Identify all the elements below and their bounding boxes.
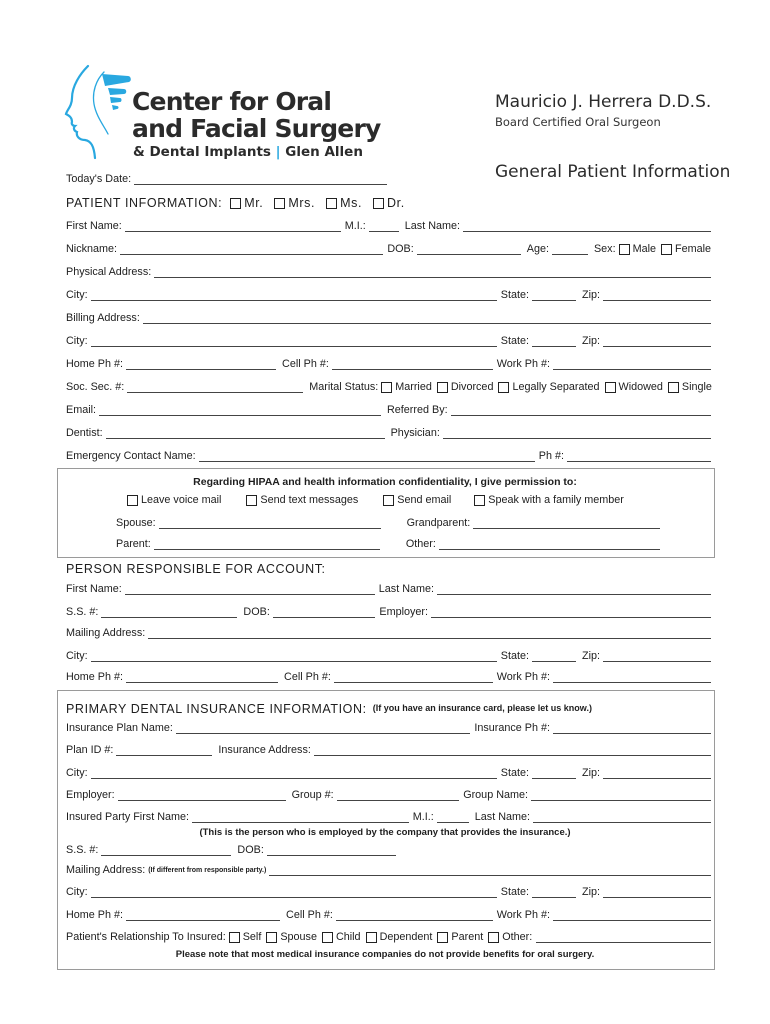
insured-ss-field[interactable] — [101, 844, 231, 856]
responsible-city-row — [66, 650, 711, 663]
insured-city-label: City: — [66, 886, 88, 898]
logo-line-2: and Facial Surgery — [132, 114, 381, 143]
cell-ph-field[interactable] — [332, 358, 493, 370]
married-label: Married — [395, 381, 432, 393]
checkbox[interactable] — [326, 198, 337, 209]
plan-name-label: Insurance Plan Name: — [66, 722, 173, 734]
hipaa-send-email[interactable] — [378, 494, 451, 507]
resp-work-ph-label: Work Ph #: — [496, 671, 550, 683]
ins-city-field[interactable] — [91, 767, 497, 779]
insured-city-field[interactable] — [91, 886, 497, 898]
nickname-field[interactable] — [120, 243, 383, 255]
physician-label: Physician: — [390, 427, 440, 439]
emergency-row — [66, 450, 711, 463]
insured-state-label: State: — [500, 886, 529, 898]
dentist-label: Dentist: — [66, 427, 103, 439]
state-label: State: — [500, 289, 529, 301]
first-name-field[interactable] — [125, 220, 341, 232]
title-ms[interactable] — [321, 197, 362, 210]
rel-other[interactable] — [483, 931, 532, 944]
referred-by-field[interactable] — [451, 404, 711, 416]
logo-subtitle-implants: & Dental Implants — [133, 144, 271, 160]
billing-state-field[interactable] — [532, 335, 576, 347]
insured-mi-field[interactable] — [437, 811, 469, 823]
insurance-ph-label: Insurance Ph #: — [474, 722, 550, 734]
rel-child-label: Child — [335, 931, 361, 943]
checkbox[interactable] — [605, 382, 616, 393]
grandparent-label: Grandparent: — [406, 517, 471, 529]
insurance-address-field[interactable] — [314, 744, 711, 756]
last-name-label: Last Name: — [404, 220, 460, 232]
resp-zip-field[interactable] — [603, 650, 711, 662]
emergency-contact-label: Emergency Contact Name: — [66, 450, 196, 462]
insured-cell-ph-field[interactable] — [336, 909, 493, 921]
checkbox[interactable] — [619, 244, 630, 255]
insurance-heading: PRIMARY DENTAL INSURANCE INFORMATION: — [66, 702, 367, 716]
hipaa-text-messages[interactable] — [241, 494, 358, 507]
relationship-row — [66, 931, 711, 944]
checkbox[interactable] — [437, 382, 448, 393]
insured-dob-label: DOB: — [237, 844, 264, 856]
text-messages-label: Send text messages — [260, 494, 359, 506]
responsible-name-row — [66, 583, 711, 596]
ins-employer-field[interactable] — [118, 789, 286, 801]
checkbox[interactable] — [322, 932, 333, 943]
insured-dob-field[interactable] — [267, 844, 396, 856]
title-dr[interactable] — [368, 197, 405, 210]
rel-child[interactable] — [317, 931, 361, 944]
insured-ss-label: S.S. #: — [66, 844, 99, 856]
zip-label: Zip: — [582, 289, 600, 301]
resp-state-field[interactable] — [532, 650, 576, 662]
marital-status-label: Marital Status: — [309, 381, 379, 393]
voice-mail-label: Leave voice mail — [141, 494, 222, 506]
divorced-label: Divorced — [450, 381, 494, 393]
phone-row — [66, 358, 711, 371]
checkbox[interactable] — [474, 495, 485, 506]
city-row — [66, 289, 711, 302]
hipaa-parent-row — [116, 538, 660, 551]
marital-widowed[interactable] — [600, 381, 663, 394]
ins-employer-label: Employer: — [66, 789, 115, 801]
responsible-heading: PERSON RESPONSIBLE FOR ACCOUNT: — [66, 562, 326, 576]
resp-mailing-label: Mailing Address: — [66, 627, 146, 639]
insured-work-ph-label: Work Ph #: — [496, 909, 550, 921]
resp-zip-label: Zip: — [582, 650, 600, 662]
todays-date-label: Today's Date: — [66, 173, 132, 185]
checkbox[interactable] — [246, 495, 257, 506]
form-title: General Patient Information — [495, 162, 731, 182]
checkbox[interactable] — [661, 244, 672, 255]
insured-work-ph-field[interactable] — [553, 909, 711, 921]
ins-state-field[interactable] — [532, 767, 576, 779]
physical-address-row — [66, 266, 711, 279]
resp-dob-field[interactable] — [273, 606, 376, 618]
plan-id-label: Plan ID #: — [66, 744, 114, 756]
mi-label: M.I.: — [344, 220, 366, 232]
age-field[interactable] — [552, 243, 588, 255]
spouse-label: Spouse: — [116, 517, 156, 529]
doctor-title: Board Certified Oral Surgeon — [495, 115, 661, 129]
footer-note: Please note that most medical insurance companies do not provide benefits for oral surgery. — [175, 949, 595, 960]
resp-city-field[interactable] — [91, 650, 497, 662]
insurance-address-label: Insurance Address: — [218, 744, 311, 756]
other-label: Other: — [405, 538, 436, 550]
billing-zip-label: Zip: — [582, 335, 600, 347]
logo-subtitle — [133, 144, 363, 160]
age-label: Age: — [526, 243, 549, 255]
rel-self-label: Self — [242, 931, 262, 943]
sex-male[interactable] — [619, 243, 656, 256]
rel-other-label: Other: — [502, 931, 533, 943]
insured-state-field[interactable] — [532, 886, 576, 898]
insured-mailing-label: Mailing Address: — [66, 864, 146, 876]
resp-last-name-label: Last Name: — [378, 583, 434, 595]
logo-subtitle-location: Glen Allen — [285, 144, 363, 160]
insured-ss-row — [66, 844, 396, 857]
checkbox[interactable] — [230, 198, 241, 209]
spouse-field[interactable] — [159, 517, 381, 529]
resp-dob-label: DOB: — [243, 606, 270, 618]
ssn-marital-row — [66, 381, 711, 394]
resp-home-ph-field[interactable] — [126, 671, 278, 683]
email-label: Email: — [66, 404, 96, 416]
rel-dependent[interactable] — [361, 931, 433, 944]
rel-parent-label: Parent — [451, 931, 484, 943]
resp-first-name-field[interactable] — [125, 583, 375, 595]
insured-last-label: Last Name: — [474, 811, 530, 823]
billing-zip-field[interactable] — [603, 335, 711, 347]
insured-first-label: Insured Party First Name: — [66, 811, 189, 823]
insurance-city-row — [66, 767, 711, 780]
billing-city-field[interactable] — [91, 335, 497, 347]
zip-field[interactable] — [603, 289, 711, 301]
send-email-label: Send email — [397, 494, 452, 506]
marital-separated[interactable] — [493, 381, 599, 394]
insured-zip-label: Zip: — [582, 886, 600, 898]
insured-home-ph-label: Home Ph #: — [66, 909, 124, 921]
checkbox[interactable] — [229, 932, 240, 943]
checkbox[interactable] — [668, 382, 679, 393]
todays-date-field[interactable] — [134, 173, 387, 185]
dentist-field[interactable] — [106, 427, 385, 439]
logo-line-1: Center for Oral — [132, 87, 332, 116]
resp-work-ph-field[interactable] — [553, 671, 711, 683]
logo-separator: | — [275, 144, 281, 160]
resp-city-label: City: — [66, 650, 88, 662]
widowed-label: Widowed — [618, 381, 663, 393]
sex-male-label: Male — [632, 243, 656, 255]
insurance-planid-row — [66, 744, 711, 757]
rel-parent[interactable] — [432, 931, 483, 944]
checkbox[interactable] — [373, 198, 384, 209]
marital-married[interactable] — [381, 381, 432, 394]
billing-address-label: Billing Address: — [66, 312, 140, 324]
work-ph-field[interactable] — [553, 358, 711, 370]
insurance-employer-row — [66, 789, 711, 802]
patient-name-row — [66, 220, 711, 233]
resp-mailing-field[interactable] — [148, 627, 711, 639]
hipaa-spouse-row — [116, 517, 660, 530]
responsible-phone-row — [66, 671, 711, 684]
relationship-label: Patient's Relationship To Insured: — [66, 931, 226, 943]
home-ph-label: Home Ph #: — [66, 358, 124, 370]
resp-home-ph-label: Home Ph #: — [66, 671, 124, 683]
ins-zip-label: Zip: — [582, 767, 600, 779]
title-ms-label: Ms. — [340, 196, 363, 210]
insurance-ph-field[interactable] — [553, 722, 711, 734]
resp-state-label: State: — [500, 650, 529, 662]
hipaa-family-member[interactable] — [469, 494, 624, 507]
parent-label: Parent: — [116, 538, 151, 550]
dob-label: DOB: — [387, 243, 414, 255]
responsible-heading-row — [66, 563, 326, 576]
checkbox[interactable] — [498, 382, 509, 393]
sex-female[interactable] — [656, 243, 711, 256]
resp-cell-ph-label: Cell Ph #: — [284, 671, 331, 683]
patient-heading: PATIENT INFORMATION: — [66, 196, 223, 210]
group-no-field[interactable] — [337, 789, 460, 801]
soc-sec-field[interactable] — [127, 381, 303, 393]
insured-name-row — [66, 811, 711, 824]
dentist-row — [66, 427, 711, 440]
plan-name-field[interactable] — [176, 722, 471, 734]
resp-last-name-field[interactable] — [437, 583, 711, 595]
email-row — [66, 404, 711, 417]
insured-note-row — [57, 826, 713, 839]
emergency-ph-label: Ph #: — [538, 450, 564, 462]
resp-employer-field[interactable] — [431, 606, 711, 618]
parent-field[interactable] — [154, 538, 380, 550]
insured-home-ph-field[interactable] — [126, 909, 280, 921]
insured-city-row — [66, 886, 711, 899]
hipaa-voice-mail[interactable] — [127, 494, 221, 507]
family-member-label: Speak with a family member — [488, 494, 624, 506]
rel-self[interactable] — [229, 931, 262, 944]
cell-ph-label: Cell Ph #: — [282, 358, 329, 370]
title-mrs[interactable] — [269, 197, 315, 210]
insured-note: (This is the person who is employed by the company that provides the insurance.) — [199, 827, 571, 838]
sex-label: Sex: — [593, 243, 616, 255]
city-label: City: — [66, 289, 88, 301]
title-dr-label: Dr. — [387, 196, 405, 210]
physical-address-field[interactable] — [154, 266, 711, 278]
insured-mailing-field[interactable] — [269, 864, 711, 876]
billing-state-label: State: — [500, 335, 529, 347]
rel-spouse[interactable] — [261, 931, 317, 944]
resp-cell-ph-field[interactable] — [334, 671, 493, 683]
emergency-ph-field[interactable] — [567, 450, 711, 462]
physician-field[interactable] — [443, 427, 711, 439]
resp-ss-label: S.S. #: — [66, 606, 99, 618]
insurance-plan-row — [66, 722, 711, 735]
city-field[interactable] — [91, 289, 497, 301]
responsible-mailing-row — [66, 627, 711, 640]
insured-phone-row — [66, 909, 711, 922]
patient-heading-row — [66, 197, 405, 210]
ins-zip-field[interactable] — [603, 767, 711, 779]
physical-address-label: Physical Address: — [66, 266, 152, 278]
title-mr-label: Mr. — [244, 196, 264, 210]
nickname-row — [66, 243, 711, 256]
separated-label: Legally Separated — [512, 381, 600, 393]
billing-address-row — [66, 312, 711, 325]
insured-first-field[interactable] — [192, 811, 409, 823]
checkbox[interactable] — [127, 495, 138, 506]
face-profile-icon — [58, 62, 138, 162]
title-mrs-label: Mrs. — [288, 196, 316, 210]
billing-city-label: City: — [66, 335, 88, 347]
todays-date-row — [66, 173, 391, 186]
ins-city-label: City: — [66, 767, 88, 779]
checkbox[interactable] — [366, 932, 377, 943]
marital-divorced[interactable] — [432, 381, 494, 394]
insurance-heading-row — [66, 702, 592, 716]
rel-dependent-label: Dependent — [379, 931, 433, 943]
hipaa-heading-text: Regarding HIPAA and health information confidentiality, I give permission to: — [193, 476, 577, 488]
dob-field[interactable] — [417, 243, 521, 255]
last-name-field[interactable] — [463, 220, 711, 232]
responsible-ss-row — [66, 606, 711, 619]
title-mr[interactable] — [225, 197, 263, 210]
plan-id-field[interactable] — [116, 744, 212, 756]
insured-zip-field[interactable] — [603, 886, 711, 898]
marital-single[interactable] — [663, 381, 712, 394]
ins-state-label: State: — [500, 767, 529, 779]
insured-mi-label: M.I.: — [412, 811, 434, 823]
insured-cell-ph-label: Cell Ph #: — [286, 909, 333, 921]
checkbox[interactable] — [274, 198, 285, 209]
single-label: Single — [681, 381, 712, 393]
resp-first-name-label: First Name: — [66, 583, 122, 595]
insured-mailing-note: (If different from responsible party.) — [148, 867, 267, 874]
logo — [58, 62, 398, 162]
grandparent-field[interactable] — [473, 517, 660, 529]
hipaa-heading — [57, 476, 713, 489]
insured-mailing-row — [66, 864, 711, 877]
rel-spouse-label: Spouse — [280, 931, 317, 943]
group-no-label: Group #: — [291, 789, 334, 801]
other-field[interactable] — [439, 538, 660, 550]
resp-ss-field[interactable] — [101, 606, 237, 618]
work-ph-label: Work Ph #: — [496, 358, 550, 370]
insurance-heading-note: (If you have an insurance card, please let us know.) — [372, 703, 592, 713]
billing-city-row — [66, 335, 711, 348]
footer-note-row — [57, 948, 713, 961]
insured-last-field[interactable] — [533, 811, 711, 823]
soc-sec-label: Soc. Sec. #: — [66, 381, 125, 393]
doctor-name: Mauricio J. Herrera D.D.S. — [495, 92, 712, 112]
group-name-label: Group Name: — [463, 789, 528, 801]
checkbox[interactable] — [437, 932, 448, 943]
group-name-field[interactable] — [531, 789, 711, 801]
first-name-label: First Name: — [66, 220, 122, 232]
rel-other-field[interactable] — [536, 931, 711, 943]
home-ph-field[interactable] — [126, 358, 276, 370]
hipaa-options-row — [127, 494, 624, 507]
emergency-contact-field[interactable] — [199, 450, 535, 462]
mi-field[interactable] — [369, 220, 399, 232]
resp-employer-label: Employer: — [379, 606, 428, 618]
checkbox[interactable] — [488, 932, 499, 943]
sex-female-label: Female — [674, 243, 711, 255]
referred-by-label: Referred By: — [387, 404, 448, 416]
checkbox[interactable] — [383, 495, 394, 506]
state-field[interactable] — [532, 289, 576, 301]
email-field[interactable] — [99, 404, 381, 416]
billing-address-field[interactable] — [143, 312, 711, 324]
checkbox[interactable] — [381, 382, 392, 393]
nickname-label: Nickname: — [66, 243, 118, 255]
checkbox[interactable] — [266, 932, 277, 943]
